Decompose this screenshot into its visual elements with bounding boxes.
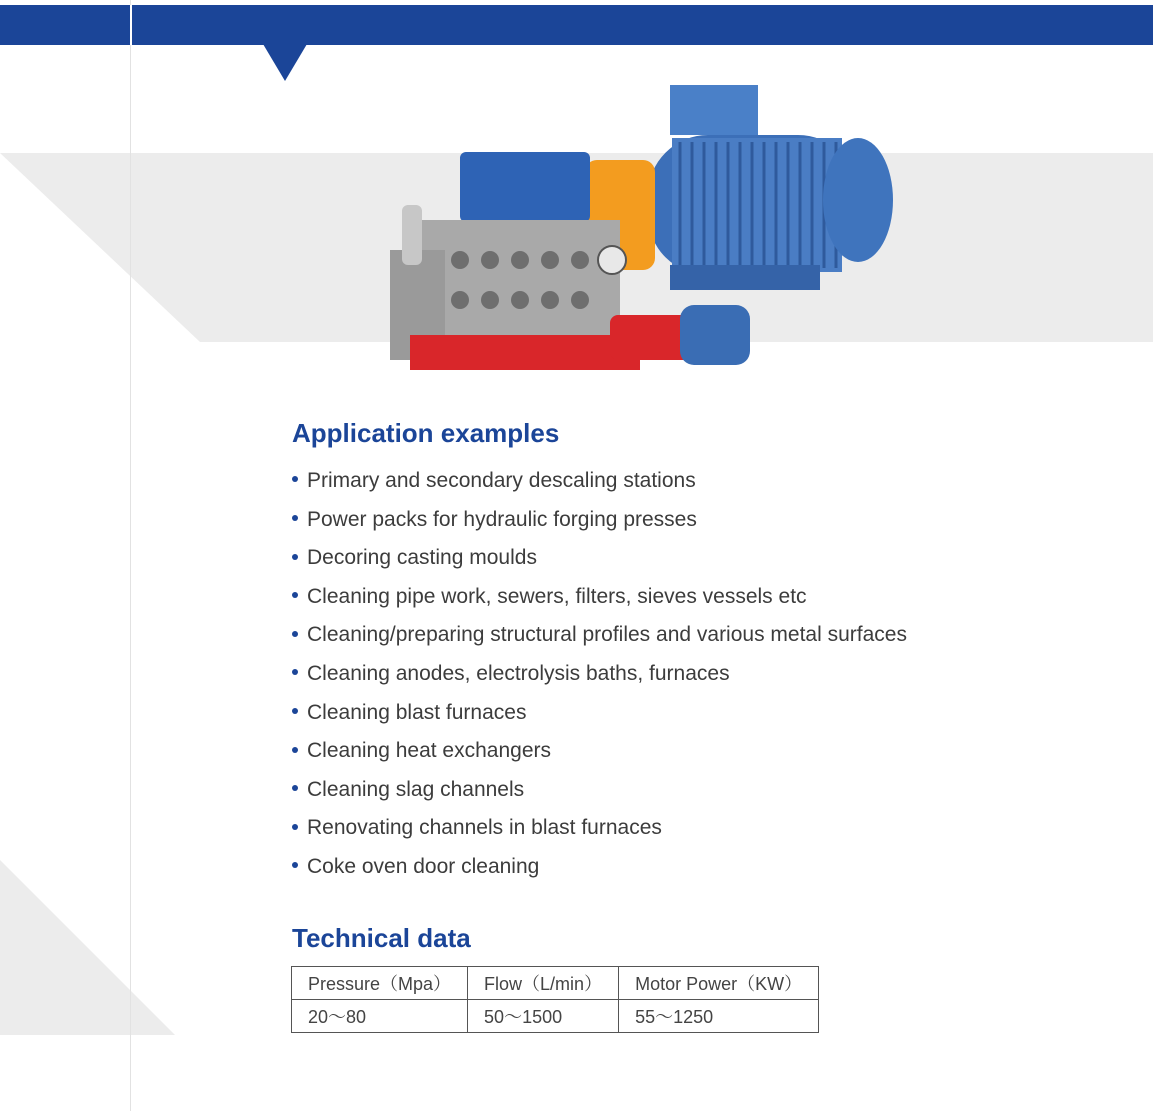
left-divider-line — [130, 0, 131, 1111]
technical-data-table — [291, 966, 819, 1033]
bullet-icon — [292, 669, 298, 675]
list-item: Cleaning heat exchangers — [292, 735, 907, 774]
list-item: Cleaning blast furnaces — [292, 697, 907, 736]
bullet-icon — [292, 862, 298, 868]
header-flow: Flow（L/min） — [468, 967, 619, 1000]
bullet-icon — [292, 708, 298, 714]
technical-data-title: Technical data — [292, 923, 471, 953]
list-item: Cleaning/preparing structural profiles and various metal surfaces — [292, 619, 907, 658]
list-item: Renovating channels in blast furnaces — [292, 812, 907, 851]
bullet-icon — [292, 631, 298, 637]
table-row — [292, 1000, 819, 1033]
bullet-icon — [292, 554, 298, 560]
bullet-icon — [292, 747, 298, 753]
header-notch — [263, 44, 307, 81]
header-bar — [0, 5, 1153, 45]
header-motor-power: Motor Power（KW） — [619, 967, 819, 1000]
table-header-row — [292, 967, 819, 1000]
bullet-icon — [292, 592, 298, 598]
list-item: Primary and secondary descaling stations — [292, 465, 907, 504]
value-motor-power: 55～1250 — [619, 1000, 819, 1033]
list-item: Cleaning anodes, electrolysis baths, furnaces — [292, 658, 907, 697]
list-item: Power packs for hydraulic forging presses — [292, 504, 907, 543]
pump-motor-image — [380, 80, 940, 390]
list-item: Cleaning slag channels — [292, 774, 907, 813]
header-bar-gap — [130, 5, 132, 45]
bullet-icon — [292, 824, 298, 830]
list-item: Cleaning pipe work, sewers, filters, sieves vessels etc — [292, 581, 907, 620]
bullet-icon — [292, 476, 298, 482]
application-examples-title: Application examples — [292, 418, 560, 448]
value-pressure: 20～80 — [292, 1000, 468, 1033]
bullet-icon — [292, 515, 298, 521]
value-flow: 50～1500 — [468, 1000, 619, 1033]
header-pressure: Pressure（Mpa） — [292, 967, 468, 1000]
list-item: Coke oven door cleaning — [292, 851, 907, 890]
list-item: Decoring casting moulds — [292, 542, 907, 581]
application-list — [292, 465, 907, 890]
bullet-icon — [292, 785, 298, 791]
